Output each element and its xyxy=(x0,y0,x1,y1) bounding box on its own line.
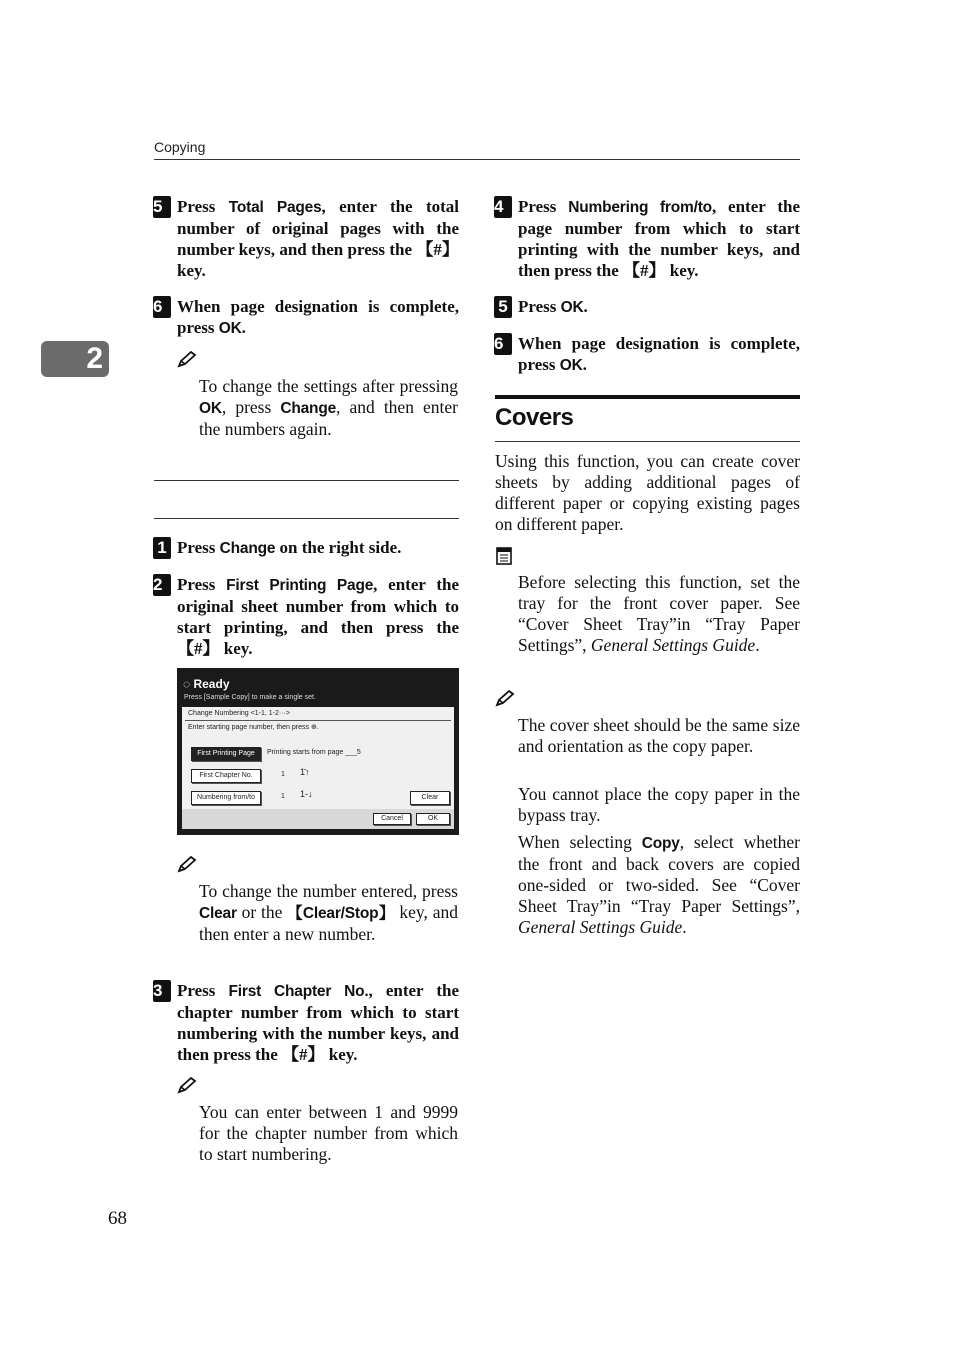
running-header: Copying xyxy=(154,139,206,155)
key-numbering-from-to: Numbering from/to xyxy=(568,199,712,216)
pencil-icon xyxy=(177,351,197,369)
note-change-settings: To change the settings after pressing OK, press Change, and then enter the numbers again. xyxy=(199,376,459,439)
numbering-arrow-icon: 1-↓ xyxy=(300,789,313,799)
covers-intro: Using this function, you can create cover sheets by adding additional pages of different paper or copying existing pages on different paper. xyxy=(495,451,800,534)
first-chapter-no-button[interactable]: First Chapter No. xyxy=(191,769,261,783)
ok-button[interactable]: OK xyxy=(416,813,450,825)
key-first-chapter-no: First Chapter No. xyxy=(228,983,369,1000)
step-5-press-ok: 5 Press OK. xyxy=(518,296,800,318)
step-number: 2 xyxy=(153,574,171,596)
pencil-icon xyxy=(495,690,515,708)
step-6-press-ok: 6 When page designation is complete, press OK. xyxy=(153,297,459,337)
note-cover-size: The cover sheet should be the same size and orientation as the copy paper. xyxy=(518,715,800,756)
step-2-first-printing-page: 2 Press First Printing Page, enter the original sheet number from which to start printing, and then press the 【#】 key. xyxy=(153,575,460,658)
chapter-number: 2 xyxy=(86,342,103,375)
note-chapter-range: You can enter between 1 and 9999 for the chapter number from which to start numbering. xyxy=(199,1102,458,1164)
note-copy-sides: When selecting Copy, select whether the front and back covers are copied one-sided or two-sided. See “Cover Sheet Tray”in “Tray Paper Settings”, General Settings Guide. xyxy=(518,832,801,937)
key-total-pages: Total Pages xyxy=(228,199,322,216)
pencil-icon xyxy=(177,1077,197,1095)
step-number: 5 xyxy=(494,296,512,318)
screen-message: Press [Sample Copy] to make a single set. xyxy=(184,694,316,701)
step-3-first-chapter-no: 3 Press First Chapter No., enter the chapter number from which to start numbering with the number keys, and then press the 【#】 key. xyxy=(153,981,459,1064)
chapter-tab xyxy=(41,341,109,377)
step-number: 5 xyxy=(153,196,171,218)
key-copy: Copy xyxy=(641,835,680,852)
key-ok: OK xyxy=(218,320,242,337)
section-rule-top xyxy=(154,480,459,481)
key-first-printing-page: First Printing Page xyxy=(226,577,374,594)
key-change: Change xyxy=(219,540,276,557)
key-ok: OK xyxy=(560,299,584,316)
step-6-press-ok: 6 When page designation is complete, press OK. xyxy=(494,334,800,374)
first-printing-page-button[interactable]: First Printing Page xyxy=(191,747,261,761)
numbering-value: 1 xyxy=(281,793,285,800)
section-title-covers: Covers xyxy=(495,404,574,431)
step-number: 4 xyxy=(494,196,512,218)
note-bypass-tray: You cannot place the copy paper in the bypass tray. xyxy=(518,784,800,825)
key-ok: OK xyxy=(559,357,583,374)
instruction-text: Enter starting page number, then press ⊕. xyxy=(188,724,319,731)
clear-button[interactable]: Clear xyxy=(410,791,450,805)
guide-title: General Settings Guide xyxy=(518,917,683,937)
step-number: 3 xyxy=(153,980,171,1002)
notepad-icon xyxy=(495,546,513,566)
change-numbering-label: Change Numbering <1-1, 1-2···> xyxy=(188,710,290,717)
control-panel-screen xyxy=(177,668,459,835)
step-number: 1 xyxy=(153,537,171,559)
section-rule-bottom xyxy=(154,518,459,519)
step-4-numbering-from-to: 4 Press Numbering from/to, enter the page number from which to start printing with the number keys, and then press the 【#】 key. xyxy=(494,197,801,280)
step-1-press-change: 1 Press Change on the right side. xyxy=(177,537,459,559)
page-number: 68 xyxy=(108,1208,127,1229)
screen-panel xyxy=(182,707,454,829)
step-number: 6 xyxy=(153,296,171,318)
chapter-value: 1 xyxy=(281,771,285,778)
chapter-arrow-icon: 1̄↑ xyxy=(300,767,310,777)
important-tray-setting: Before selecting this function, set the tray for the front cover paper. See “Cover Sheet Tray”in “Tray Paper Settings”, General Settings Guide. xyxy=(518,572,800,655)
step-5-total-pages: 5 Press Total Pages, enter the total number of original pages with the number keys, and then press the 【#】 key. xyxy=(153,197,460,280)
numbering-from-to-button[interactable]: Numbering from/to xyxy=(191,791,261,805)
guide-title: General Settings Guide xyxy=(590,635,756,655)
note-change-number: To change the number entered, press Clear or the 【Clear/Stop】 key, and then enter a new number. xyxy=(199,881,458,944)
printing-starts-text: Printing starts from page ___5 xyxy=(267,749,361,756)
pencil-icon xyxy=(177,856,197,874)
cancel-button[interactable]: Cancel xyxy=(373,813,411,825)
covers-heading-bar xyxy=(495,395,800,399)
screen-title: ◌ Ready xyxy=(183,677,230,691)
header-rule xyxy=(154,159,800,160)
covers-heading-rule xyxy=(495,441,800,442)
step-number: 6 xyxy=(494,333,512,355)
